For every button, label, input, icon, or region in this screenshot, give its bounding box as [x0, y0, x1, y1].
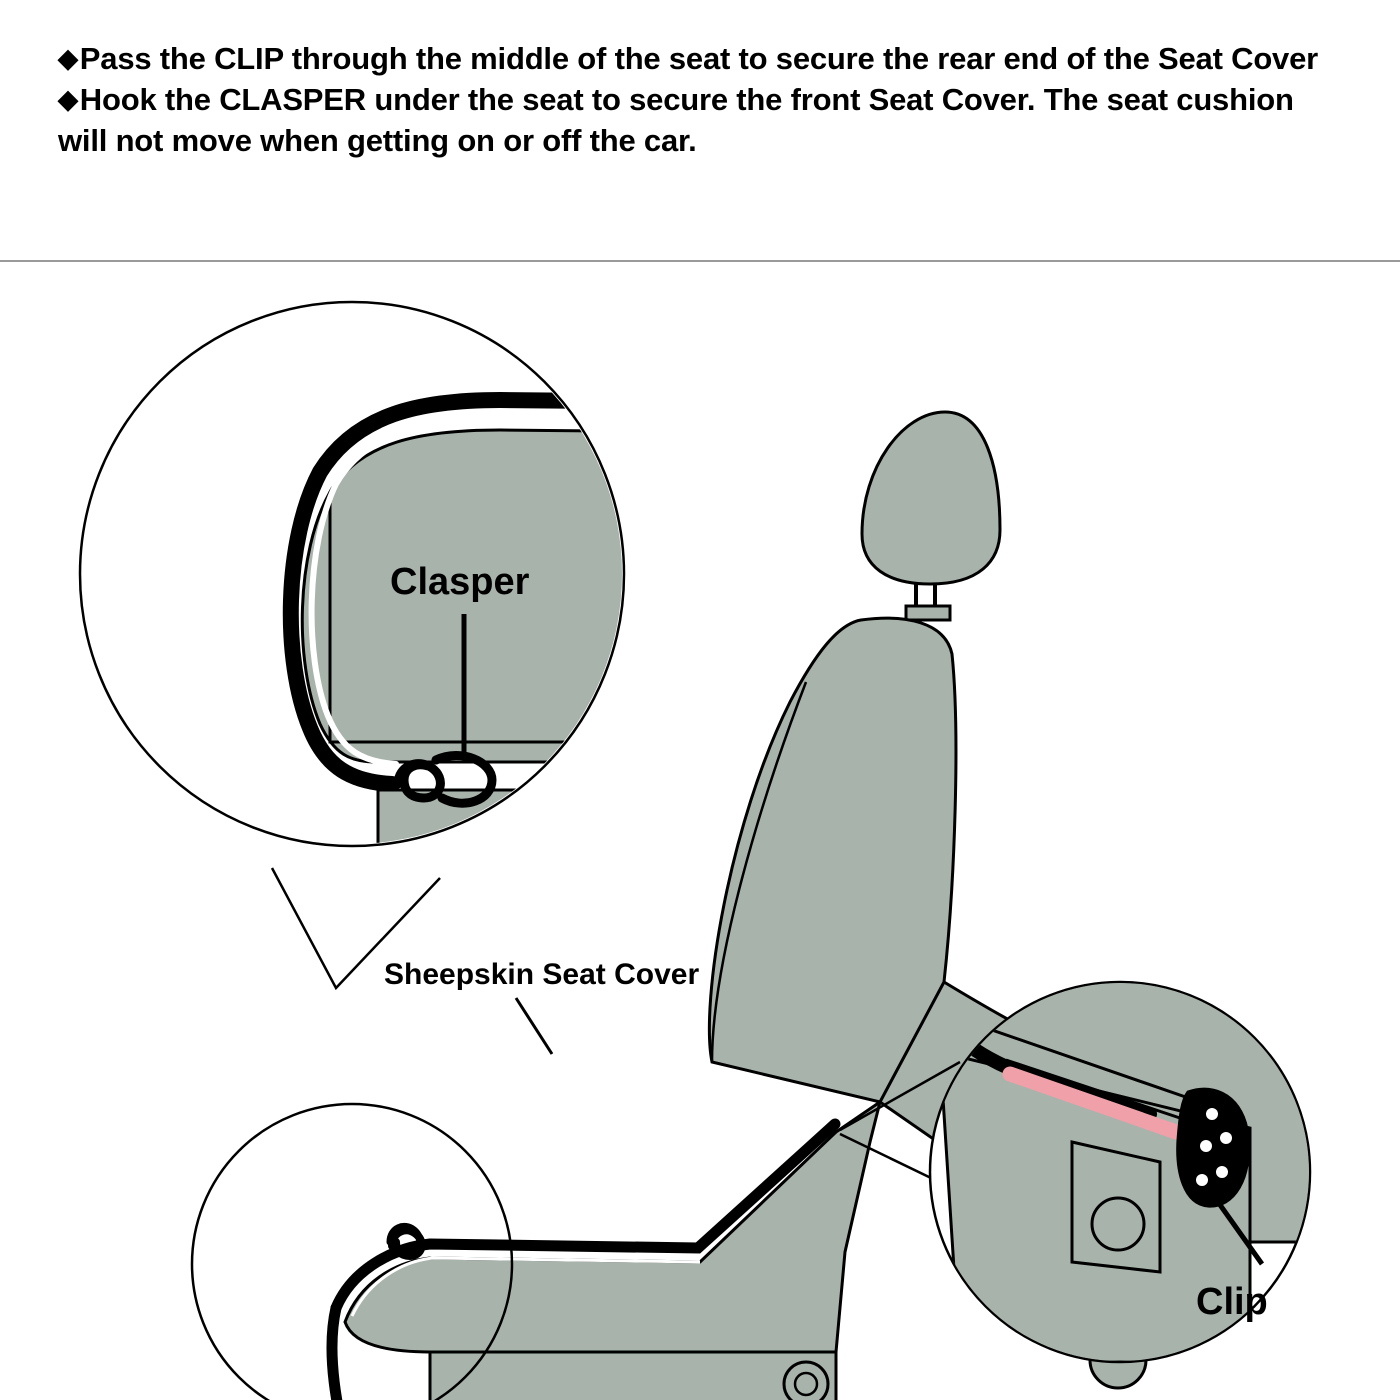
- headrest: [862, 412, 1000, 584]
- clip-hole-1: [1206, 1108, 1218, 1120]
- seat-cover-callout: [384, 958, 699, 1054]
- instruction-line-2: [58, 79, 1342, 161]
- clasper-callout: [80, 302, 760, 988]
- clasper-label: Clasper: [390, 561, 530, 603]
- clip-zoom-knob: [1092, 1198, 1144, 1250]
- recliner-knob-inner: [795, 1373, 817, 1395]
- clip-hole-4: [1216, 1166, 1228, 1178]
- instruction-line-1: [58, 38, 1342, 79]
- clip-hole-5: [1196, 1174, 1208, 1186]
- seat-cushion: [345, 1102, 880, 1352]
- seat-diagram: [0, 262, 1400, 1400]
- clip-hole-2: [1220, 1132, 1232, 1144]
- clip-hole-3: [1200, 1140, 1212, 1152]
- instructions-panel: [0, 0, 1400, 262]
- bullet-icon: ◆: [58, 43, 78, 73]
- clip-label: Clip: [1196, 1281, 1268, 1323]
- seat-base: [430, 1352, 836, 1400]
- seat-cover-label: Sheepskin Seat Cover: [384, 958, 700, 991]
- bullet-icon: ◆: [58, 84, 78, 115]
- clip-body: [1178, 1089, 1249, 1206]
- clasper-zoom-floor-plate: [378, 790, 760, 862]
- instruction-line-2-text: Hook the CLASPER under the seat to secure the front Seat Cover. The seat cushion will not move when getting on or off the car.: [58, 82, 1294, 159]
- seat-cover-leader-line: [516, 998, 552, 1054]
- instruction-line-1-text: Pass the CLIP through the middle of the seat to secure the rear end of the Seat Cover: [79, 41, 1318, 76]
- headrest-post-base: [906, 606, 950, 620]
